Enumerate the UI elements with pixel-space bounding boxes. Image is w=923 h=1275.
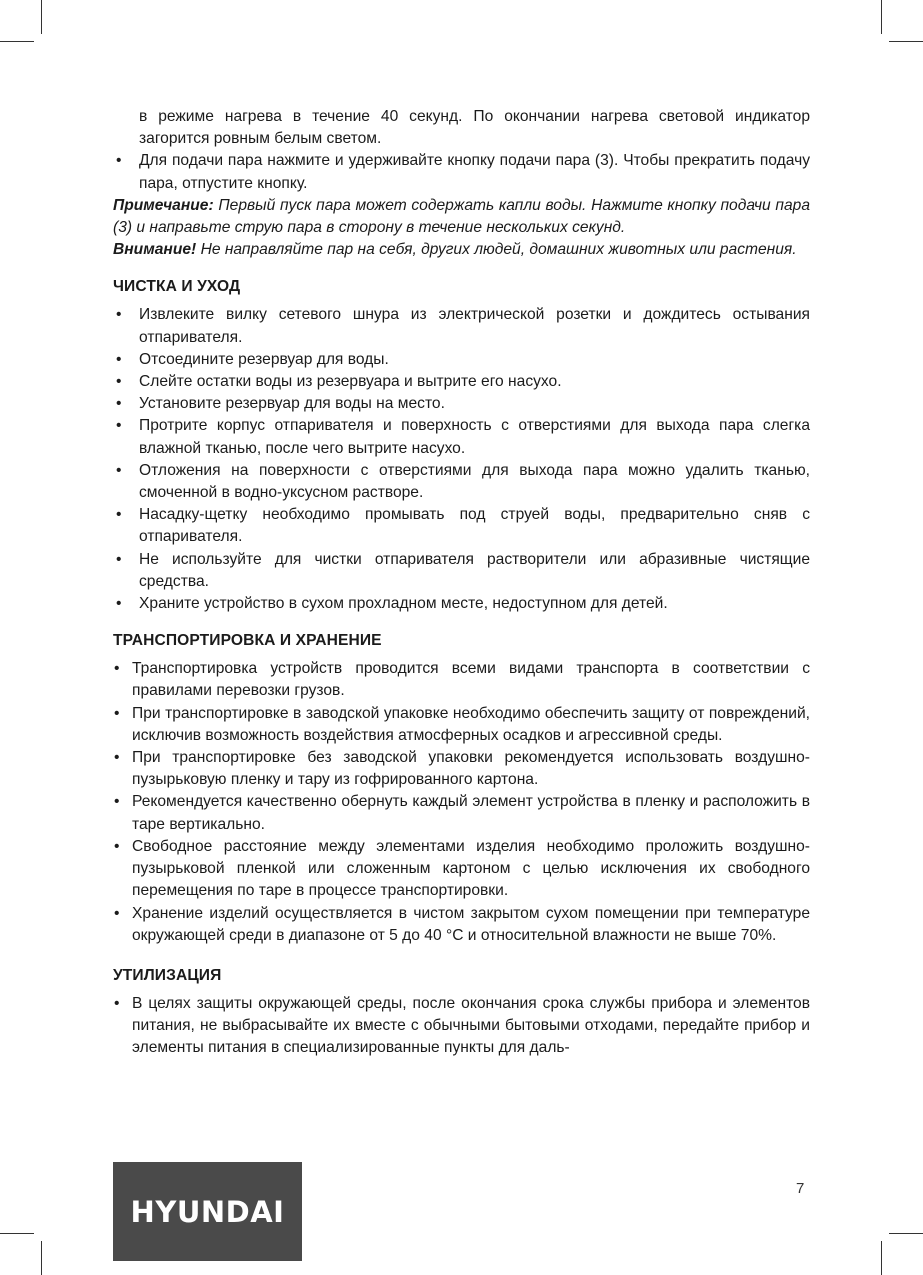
list-item: • При транспортировке в заводской упаковке необходимо обеспечить защиту от повреждений, исключив возможность воздействия атмосферных осадков и агрессивной среды.	[113, 703, 810, 747]
list-item: • Установите резервуар для воды на место.	[113, 393, 810, 415]
note-label: Примечание:	[113, 196, 214, 214]
list-item: • Извлеките вилку сетевого шнура из электрической розетки и дождитесь остывания отпаривателя.	[113, 304, 810, 348]
list-item: • Протрите корпус отпаривателя и поверхность с отверстиями для выхода пара слегка влажной тканью, после чего вытрите насухо.	[113, 415, 810, 459]
list-item: • Не используйте для чистки отпаривателя растворители или абразивные чистящие средства.	[113, 549, 810, 593]
crop-mark	[0, 41, 34, 42]
crop-mark	[889, 41, 923, 42]
list-item: • В целях защиты окружающей среды, после окончания срока службы прибора и элементов питания, не выбрасывайте их вместе с обычными бытовыми отходами, передайте прибор и элементы питания в специализированные пункты для даль-	[113, 993, 810, 1060]
logo-text: HYUNDAI	[130, 1194, 285, 1229]
list-item: • Транспортировка устройств проводится всеми видами транспорта в соответствии с правилами перевозки грузов.	[113, 658, 810, 702]
list-item: • Свободное расстояние между элементами изделия необходимо проложить воздушно-пузырьковой пленкой или сложенным картоном с целью исключения их свободного перемещения по таре в процессе транспортировки.	[113, 836, 810, 903]
crop-mark	[0, 1233, 34, 1234]
attention-text: Не направляйте пар на себя, других людей, домашних животных или растения.	[200, 241, 797, 259]
crop-mark	[889, 1233, 923, 1234]
cleaning-list	[113, 304, 810, 615]
attention-paragraph	[113, 239, 810, 261]
intro-list	[113, 106, 810, 195]
page-number: 7	[796, 1180, 805, 1197]
transport-list	[113, 658, 810, 947]
list-item: • При транспортировке без заводской упаковки рекомендуется использовать воздушно-пузырьковую пленку и тару из гофрированного картона.	[113, 747, 810, 791]
list-item: • Отложения на поверхности с отверстиями для выхода пара можно удалить тканью, смоченной в водно-уксусном растворе.	[113, 460, 810, 504]
note-text: Первый пуск пара может содержать капли воды. Нажмите кнопку подачи пара (3) и направьте струю пара в сторону в течение нескольких секунд.	[113, 196, 810, 237]
list-item: • Отсоедините резервуар для воды.	[113, 349, 810, 371]
list-item: • Для подачи пара нажмите и удерживайте кнопку подачи пара (3). Чтобы прекратить подачу пара, отпустите кнопку.	[113, 150, 810, 194]
section-heading-disposal: УТИЛИЗАЦИЯ	[113, 966, 222, 984]
list-item: • Храните устройство в сухом прохладном месте, недоступном для детей.	[113, 593, 810, 615]
crop-mark	[41, 1241, 42, 1275]
list-item-continued: в режиме нагрева в течение 40 секунд. По окончании нагрева световой индикатор загорится ровным белым светом.	[139, 108, 810, 148]
section-heading-cleaning: ЧИСТКА И УХОД	[113, 278, 241, 296]
page-content	[113, 106, 810, 1060]
crop-mark	[881, 0, 882, 34]
crop-mark	[881, 1241, 882, 1275]
list-item: • Слейте остатки воды из резервуара и вытрите его насухо.	[113, 371, 810, 393]
attention-label: Внимание!	[113, 241, 197, 259]
crop-mark	[41, 0, 42, 34]
note-paragraph	[113, 195, 810, 239]
list-item: • Насадку-щетку необходимо промывать под струей воды, предварительно сняв с отпаривателя.	[113, 504, 810, 548]
brand-logo	[113, 1162, 302, 1261]
list-item: • Рекомендуется качественно обернуть каждый элемент устройства в пленку и расположить в таре вертикально.	[113, 791, 810, 835]
section-heading-transport: ТРАНСПОРТИРОВКА И ХРАНЕНИЕ	[113, 632, 382, 650]
disposal-list	[113, 993, 810, 1060]
list-item: • Хранение изделий осуществляется в чистом закрытом сухом помещении при температуре окружающей среди в диапазоне от 5 до 40 °С и относительной влажности не выше 70%.	[113, 903, 810, 947]
